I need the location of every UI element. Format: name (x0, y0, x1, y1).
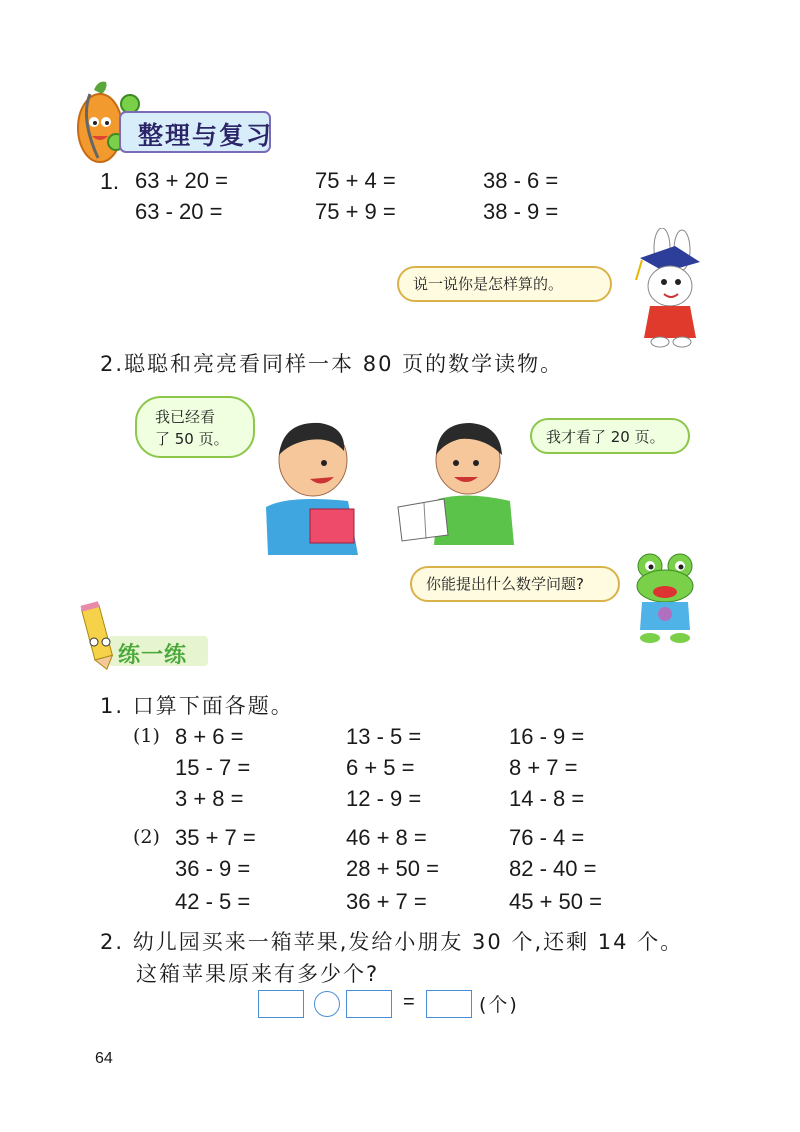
practice-part2-cell: 46 + 8 = (346, 825, 427, 850)
practice-part1-label: (1) (133, 725, 160, 747)
practice-header (78, 600, 208, 672)
boy1-bubble-line1: 我已经看 (155, 408, 216, 426)
practice-part2-cell: 36 + 7 = (346, 889, 427, 914)
practice-part1-cell: 8 + 7 = (509, 755, 578, 780)
answer-box-second[interactable] (346, 990, 392, 1018)
rabbit-speech-bubble: 说一说你是怎样算的。 (397, 266, 612, 302)
practice-part1-cell: 13 - 5 = (346, 724, 422, 749)
practice-part2-cell: 82 - 40 = (509, 856, 597, 881)
boys-reading-illustration (248, 415, 538, 580)
frog-mascot-icon (628, 550, 708, 645)
review-q2-text: 2.聪聪和亮亮看同样一本 80 页的数学读物。 (100, 352, 564, 376)
review-q1-cell: 75 + 4 = (315, 168, 396, 193)
unit-label: (个) (479, 994, 519, 1016)
practice-part1-cell: 15 - 7 = (175, 755, 251, 780)
practice-part1-cell: 8 + 6 = (175, 724, 244, 749)
review-q1-number: 1. (100, 168, 120, 194)
practice-q2-line1: 2. 幼儿园买来一箱苹果,发给小朋友 30 个,还剩 14 个。 (100, 930, 684, 954)
review-q1-cell: 75 + 9 = (315, 199, 396, 224)
review-q1-cell: 38 - 9 = (483, 199, 559, 224)
boy1-speech-bubble (135, 396, 255, 458)
practice-q1-text: 1. 口算下面各题。 (100, 694, 294, 718)
page-number: 64 (95, 1050, 113, 1067)
practice-title: 练一练 (118, 643, 188, 668)
practice-part2-cell: 45 + 50 = (509, 889, 602, 914)
practice-part2-cell: 42 - 5 = (175, 889, 251, 914)
review-q1-cell: 63 - 20 = (135, 199, 223, 224)
operator-circle[interactable] (314, 991, 340, 1017)
practice-part1-cell: 6 + 5 = (346, 755, 415, 780)
practice-part2-cell: 28 + 50 = (346, 856, 439, 881)
practice-part1-cell: 3 + 8 = (175, 786, 244, 811)
practice-part1-cell: 12 - 9 = (346, 786, 422, 811)
practice-q2-line2: 这箱苹果原来有多少个? (136, 962, 380, 986)
answer-box-first[interactable] (258, 990, 304, 1018)
review-header (70, 78, 280, 168)
review-q1-cell: 63 + 20 = (135, 168, 228, 193)
review-q1-cell: 38 - 6 = (483, 168, 559, 193)
boy2-speech-bubble: 我才看了 20 页。 (530, 418, 690, 454)
rabbit-graduate-icon (620, 228, 710, 348)
practice-part1-cell: 14 - 8 = (509, 786, 585, 811)
equals-sign: = (403, 991, 415, 1013)
practice-part2-cell: 76 - 4 = (509, 825, 585, 850)
practice-part1-cell: 16 - 9 = (509, 724, 585, 749)
answer-box-result[interactable] (426, 990, 472, 1018)
boy1-bubble-line2: 了 50 页。 (155, 430, 229, 448)
frog-speech-bubble: 你能提出什么数学问题? (410, 566, 620, 602)
practice-part2-cell: 36 - 9 = (175, 856, 251, 881)
practice-part2-cell: 35 + 7 = (175, 825, 256, 850)
practice-part2-label: (2) (133, 826, 160, 848)
review-title: 整理与复习 (138, 121, 274, 150)
